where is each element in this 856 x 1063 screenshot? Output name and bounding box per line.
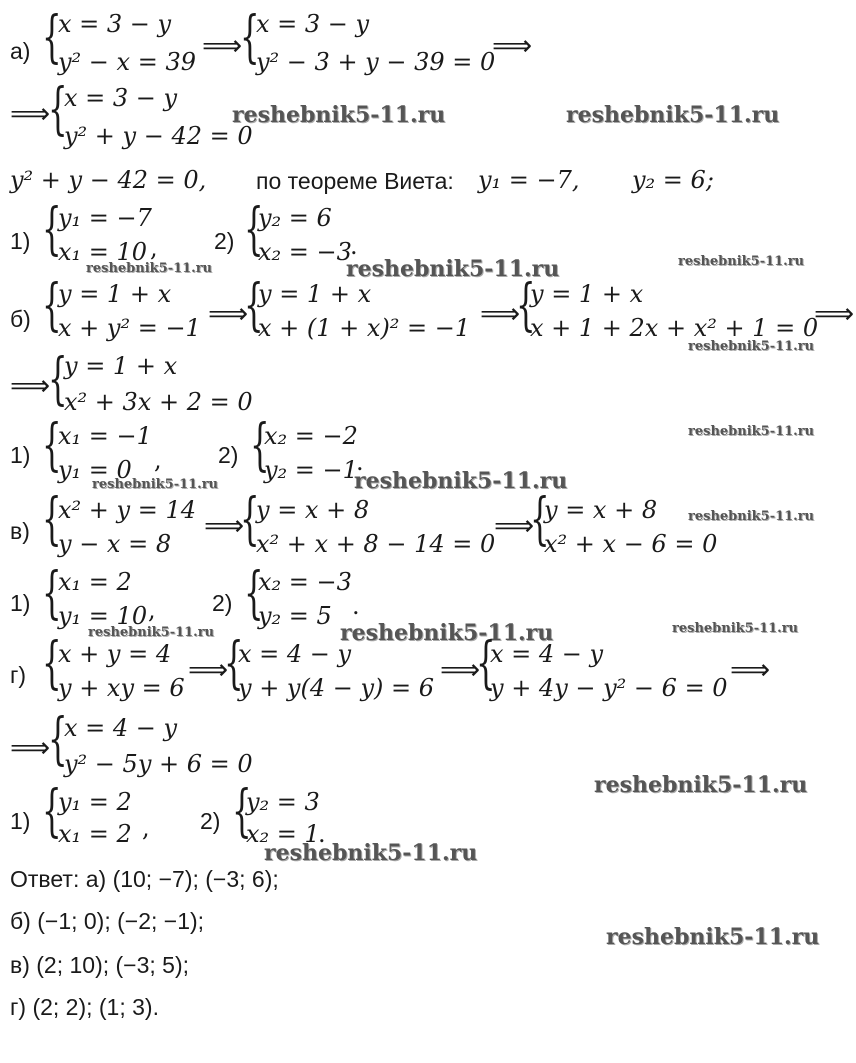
brace: {: [530, 487, 550, 552]
comma: ,: [148, 596, 156, 624]
b-sys4-line1: y = 1 + x: [64, 352, 178, 380]
vieta-text: по теореме Виета:: [256, 168, 454, 194]
implies-arrow: ⟹: [480, 297, 521, 330]
answer-v: в) (2; 10); (−3; 5);: [10, 952, 190, 978]
period: .: [350, 232, 358, 260]
a-sys2-line1: x = 3 − y: [256, 10, 370, 38]
brace: {: [42, 413, 62, 478]
part-g-label: г): [10, 662, 27, 688]
solution-1-label: 1): [10, 808, 31, 834]
b-sol1-line1: x₁ = −1: [58, 422, 152, 450]
brace: {: [42, 561, 62, 626]
part-a-label: а): [10, 38, 31, 64]
brace: {: [244, 273, 264, 338]
brace: {: [244, 197, 264, 262]
answer-g: г) (2; 2); (1; 3).: [10, 994, 159, 1020]
implies-arrow: ⟹: [10, 97, 51, 130]
watermark: reshebnik5-11.ru: [88, 625, 215, 640]
brace: {: [240, 487, 260, 552]
watermark: reshebnik5-11.ru: [594, 772, 808, 798]
watermark: reshebnik5-11.ru: [92, 477, 219, 492]
watermark: reshebnik5-11.ru: [354, 468, 568, 494]
brace: {: [48, 707, 68, 772]
implies-arrow: ⟹: [10, 731, 51, 764]
a-sys1-line1: x = 3 − y: [58, 10, 172, 38]
g-sys4-line2: y² − 5y + 6 = 0: [64, 750, 253, 778]
b-sol1-line2: y₁ = 0: [58, 456, 132, 484]
brace: {: [48, 77, 68, 142]
implies-arrow: ⟹: [188, 653, 229, 686]
g-sys1-line1: x + y = 4: [58, 640, 172, 668]
brace: {: [42, 197, 62, 262]
a-root-y1: y₁ = −7,: [478, 166, 580, 194]
a-sys3-line2: y² + y − 42 = 0: [64, 122, 253, 150]
b-sys3-line2: x + 1 + 2x + x² + 1 = 0: [530, 314, 819, 342]
brace: {: [240, 5, 260, 70]
watermark: reshebnik5-11.ru: [346, 256, 560, 282]
b-sys1-line2: x + y² = −1: [58, 314, 201, 342]
b-sol2-line2: y₂ = −1: [264, 456, 358, 484]
brace: {: [42, 273, 62, 338]
implies-arrow: ⟹: [10, 369, 51, 402]
g-sys3-line2: y + 4y − y² − 6 = 0: [490, 674, 728, 702]
v-sol1-line2: y₁ = 10: [58, 602, 148, 630]
implies-arrow: ⟹: [202, 29, 243, 62]
b-sys2-line2: x + (1 + x)² = −1: [258, 314, 471, 342]
g-sol1-line2: x₁ = 2: [58, 820, 132, 848]
v-sol2-line1: x₂ = −3: [258, 568, 352, 596]
brace: {: [42, 5, 62, 70]
period: .: [318, 820, 326, 848]
solution-1-label: 1): [10, 442, 31, 468]
solution-1-label: 1): [10, 228, 31, 254]
brace: {: [224, 631, 244, 696]
a-quadratic: y² + y − 42 = 0,: [10, 166, 207, 194]
comma: ,: [154, 446, 162, 474]
brace: {: [476, 631, 496, 696]
watermark: reshebnik5-11.ru: [566, 102, 780, 128]
watermark: reshebnik5-11.ru: [340, 620, 554, 646]
watermark: reshebnik5-11.ru: [606, 924, 820, 950]
solution-2-label: 2): [218, 442, 239, 468]
brace: {: [250, 413, 270, 478]
part-b-label: б): [10, 306, 31, 332]
implies-arrow: ⟹: [204, 509, 245, 542]
g-sys4-line1: x = 4 − y: [64, 714, 178, 742]
g-sys3-line1: x = 4 − y: [490, 640, 604, 668]
comma: ,: [150, 234, 158, 262]
a-sys2-line2: y² − 3 + y − 39 = 0: [256, 48, 496, 76]
a-sol1-line1: y₁ = −7: [58, 204, 152, 232]
b-sys4-line2: x² + 3x + 2 = 0: [64, 388, 253, 416]
v-sys3-line2: x² + x − 6 = 0: [544, 530, 718, 558]
implies-arrow: ⟹: [814, 297, 855, 330]
comma: ,: [142, 814, 150, 842]
implies-arrow: ⟹: [730, 653, 771, 686]
g-sol2-line2: x₂ = 1: [246, 820, 320, 848]
implies-arrow: ⟹: [208, 297, 249, 330]
b-sys2-line1: y = 1 + x: [258, 280, 372, 308]
watermark: reshebnik5-11.ru: [86, 261, 213, 276]
g-sol1-line1: y₁ = 2: [58, 788, 132, 816]
implies-arrow: ⟹: [494, 509, 535, 542]
brace: {: [244, 561, 264, 626]
solution-2-label: 2): [212, 590, 233, 616]
g-sys2-line1: x = 4 − y: [238, 640, 352, 668]
solution-2-label: 2): [200, 808, 221, 834]
v-sys2-line2: x² + x + 8 − 14 = 0: [256, 530, 496, 558]
period: .: [352, 592, 360, 620]
watermark: reshebnik5-11.ru: [678, 254, 805, 269]
g-sol2-line1: y₂ = 3: [246, 788, 320, 816]
answer-b: б) (−1; 0); (−2; −1);: [10, 908, 205, 934]
b-sol2-line1: x₂ = −2: [264, 422, 358, 450]
watermark: reshebnik5-11.ru: [688, 424, 815, 439]
a-sol2-line2: x₂ = −3: [258, 238, 352, 266]
a-root-y2: y₂ = 6;: [632, 166, 714, 194]
a-sys1-line2: y² − x = 39: [58, 48, 196, 76]
brace: {: [232, 779, 252, 844]
implies-arrow: ⟹: [492, 29, 533, 62]
watermark: reshebnik5-11.ru: [688, 339, 815, 354]
watermark: reshebnik5-11.ru: [672, 621, 799, 636]
solution-2-label: 2): [214, 228, 235, 254]
v-sys1-line2: y − x = 8: [58, 530, 172, 558]
brace: {: [42, 631, 62, 696]
b-sys1-line1: y = 1 + x: [58, 280, 172, 308]
v-sol2-line2: y₂ = 5: [258, 602, 332, 630]
period: .: [356, 448, 364, 476]
a-sol1-line2: x₁ = 10: [58, 238, 148, 266]
brace: {: [42, 487, 62, 552]
watermark: reshebnik5-11.ru: [232, 102, 446, 128]
watermark: reshebnik5-11.ru: [688, 509, 815, 524]
solution-1-label: 1): [10, 590, 31, 616]
g-sys2-line2: y + y(4 − y) = 6: [238, 674, 435, 702]
brace: {: [42, 779, 62, 844]
answer-a: Ответ: а) (10; −7); (−3; 6);: [10, 866, 279, 892]
v-sys1-line1: x² + y = 14: [58, 496, 196, 524]
v-sys2-line1: y = x + 8: [256, 496, 370, 524]
watermark: reshebnik5-11.ru: [264, 840, 478, 866]
v-sys3-line1: y = x + 8: [544, 496, 658, 524]
brace: {: [48, 347, 68, 412]
v-sol1-line1: x₁ = 2: [58, 568, 132, 596]
implies-arrow: ⟹: [440, 653, 481, 686]
part-v-label: в): [10, 518, 30, 544]
g-sys1-line2: y + xy = 6: [58, 674, 185, 702]
a-sol2-line1: y₂ = 6: [258, 204, 332, 232]
b-sys3-line1: y = 1 + x: [530, 280, 644, 308]
brace: {: [516, 273, 536, 338]
a-sys3-line1: x = 3 − y: [64, 84, 178, 112]
